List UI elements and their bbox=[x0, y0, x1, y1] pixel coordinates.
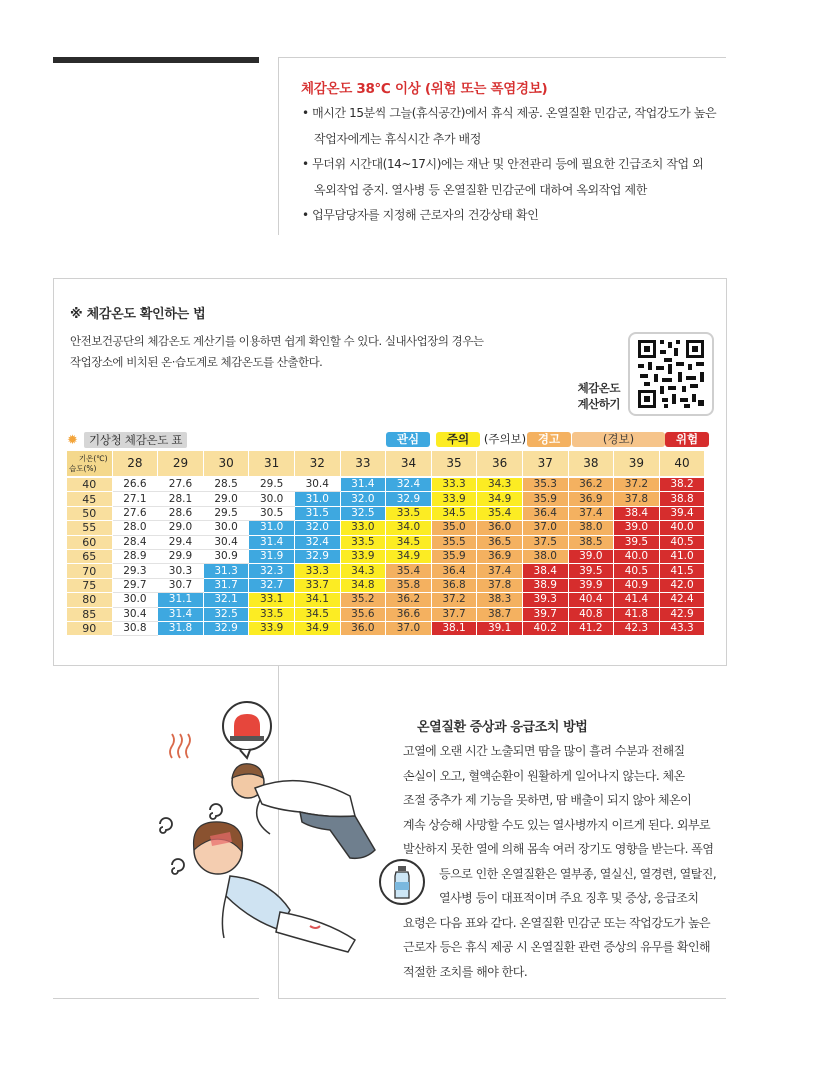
bullet-line: 작업자에게는 휴식시간 추가 배정 bbox=[314, 131, 481, 146]
heat-index-cell: 33.9 bbox=[249, 621, 295, 635]
heat-index-cell: 32.4 bbox=[386, 477, 432, 492]
humidity-row-header: 55 bbox=[67, 521, 112, 535]
heat-index-cell: 30.4 bbox=[294, 477, 340, 492]
heat-index-cell: 35.2 bbox=[340, 593, 386, 607]
humidity-row-header: 60 bbox=[67, 535, 112, 549]
section-line: 계속 상승해 사망할 수도 있는 열사병까지 이르게 된다. 외부로 bbox=[403, 817, 711, 832]
table-row bbox=[67, 506, 705, 520]
heat-index-cell: 38.2 bbox=[659, 477, 705, 492]
heat-index-cell: 31.3 bbox=[203, 564, 249, 578]
heat-index-cell: 39.5 bbox=[614, 535, 660, 549]
heat-index-cell: 33.9 bbox=[340, 549, 386, 563]
heat-index-cell: 30.9 bbox=[203, 549, 249, 563]
section-line: 고열에 오랜 시간 노출되면 땀을 많이 흘려 수분과 전해질 bbox=[403, 744, 685, 758]
level-interest: 관심 bbox=[386, 432, 430, 447]
section-line: 적절한 조치를 해야 한다. bbox=[403, 964, 528, 979]
qr-label-line: 계산하기 bbox=[577, 397, 620, 411]
heat-index-cell: 36.2 bbox=[568, 477, 614, 492]
bullet-line: • 업무담당자를 지정해 근로자의 건강상태 확인 bbox=[302, 208, 539, 222]
heat-index-cell: 43.3 bbox=[659, 621, 705, 635]
heat-index-cell: 33.5 bbox=[386, 506, 432, 520]
level-warning-advisory: (경보) bbox=[572, 432, 665, 447]
heat-index-cell: 32.0 bbox=[294, 521, 340, 535]
heat-index-cell: 35.6 bbox=[340, 607, 386, 621]
heat-index-cell: 26.6 bbox=[112, 477, 158, 492]
heat-index-cell: 38.1 bbox=[431, 621, 477, 635]
heat-index-cell: 38.4 bbox=[522, 564, 568, 578]
level-caution-advisory: (주의보) bbox=[483, 432, 527, 446]
heat-index-cell: 37.2 bbox=[614, 477, 660, 492]
heat-index-cell: 34.5 bbox=[386, 535, 432, 549]
heat-index-cell: 28.6 bbox=[158, 506, 204, 520]
humidity-row-header: 90 bbox=[67, 621, 112, 635]
heat-index-cell: 31.5 bbox=[294, 506, 340, 520]
heat-index-cell: 33.7 bbox=[294, 578, 340, 592]
helper-person bbox=[232, 764, 375, 859]
heat-index-cell: 30.5 bbox=[249, 506, 295, 520]
heat-index-cell: 34.0 bbox=[386, 521, 432, 535]
heat-index-cell: 31.8 bbox=[158, 621, 204, 635]
bullet-item bbox=[300, 101, 730, 152]
heat-waves-icon bbox=[170, 734, 190, 758]
heat-index-cell: 42.9 bbox=[659, 607, 705, 621]
heat-index-cell: 36.2 bbox=[386, 593, 432, 607]
heat-index-cell: 37.5 bbox=[522, 535, 568, 549]
heat-index-cell: 36.8 bbox=[431, 578, 477, 592]
heat-index-cell: 39.9 bbox=[568, 578, 614, 592]
top-accent-bar bbox=[53, 57, 259, 63]
heat-index-cell: 34.5 bbox=[294, 607, 340, 621]
humidity-row-header: 70 bbox=[67, 564, 112, 578]
heat-index-cell: 37.2 bbox=[431, 593, 477, 607]
humidity-row-header: 50 bbox=[67, 506, 112, 520]
heat-index-cell: 39.0 bbox=[568, 549, 614, 563]
heat-index-cell: 37.0 bbox=[522, 521, 568, 535]
heat-index-cell: 39.7 bbox=[522, 607, 568, 621]
temperature-header-cell: 39 bbox=[614, 451, 660, 477]
heat-index-cell: 34.9 bbox=[477, 492, 523, 506]
table-row bbox=[67, 607, 705, 621]
heat-index-cell: 34.5 bbox=[431, 506, 477, 520]
heat-index-cell: 36.5 bbox=[477, 535, 523, 549]
table-row bbox=[67, 621, 705, 635]
heat-index-cell: 31.4 bbox=[249, 535, 295, 549]
temperature-header-cell: 36 bbox=[477, 451, 523, 477]
section-line: 발산하지 못한 열에 의해 몸속 여러 장기도 영향을 받는다. 폭염 bbox=[403, 842, 714, 856]
heat-index-cell: 40.2 bbox=[522, 621, 568, 635]
section-line: 등으로 인한 온열질환은 열부종, 열실신, 열경련, 열탈진, bbox=[439, 866, 717, 881]
temperature-header-cell: 31 bbox=[249, 451, 295, 477]
heat-index-cell: 40.4 bbox=[568, 593, 614, 607]
temperature-header-cell: 30 bbox=[203, 451, 249, 477]
heat-index-cell: 33.9 bbox=[431, 492, 477, 506]
temperature-header-cell: 28 bbox=[112, 451, 158, 477]
table-row bbox=[67, 578, 705, 592]
heat-index-cell: 30.0 bbox=[112, 593, 158, 607]
table-label bbox=[84, 432, 187, 448]
heat-index-cell: 29.3 bbox=[112, 564, 158, 578]
heat-index-cell: 34.9 bbox=[386, 549, 432, 563]
heat-index-cell: 29.0 bbox=[158, 521, 204, 535]
bullet-line: 옥외작업 중지. 열사병 등 온열질환 민감군에 대하여 옥외작업 제한 bbox=[314, 182, 647, 197]
heat-index-cell: 34.3 bbox=[340, 564, 386, 578]
heat-index-cell: 35.8 bbox=[386, 578, 432, 592]
heat-index-cell: 31.0 bbox=[249, 521, 295, 535]
heat-index-cell: 36.0 bbox=[477, 521, 523, 535]
heat-index-cell: 31.7 bbox=[203, 578, 249, 592]
heat-index-cell: 32.5 bbox=[340, 506, 386, 520]
heat-index-cell: 38.0 bbox=[522, 549, 568, 563]
table-row bbox=[67, 593, 705, 607]
heat-index-cell: 37.8 bbox=[614, 492, 660, 506]
humidity-row-header: 85 bbox=[67, 607, 112, 621]
heat-index-cell: 30.4 bbox=[112, 607, 158, 621]
heat-index-cell: 37.8 bbox=[477, 578, 523, 592]
top-vertical-rule bbox=[278, 57, 279, 235]
heat-index-cell: 39.3 bbox=[522, 593, 568, 607]
heat-index-cell: 40.9 bbox=[614, 578, 660, 592]
heat-index-cell: 42.0 bbox=[659, 578, 705, 592]
desc-line: 안전보건공단의 체감온도 계산기를 이용하면 쉽게 확인할 수 있다. 실내사업장의 경우는 bbox=[70, 334, 484, 348]
heat-index-cell: 34.8 bbox=[340, 578, 386, 592]
sun-icon: ✹ bbox=[67, 433, 78, 448]
heat-index-cell: 40.8 bbox=[568, 607, 614, 621]
heat-index-cell: 31.4 bbox=[158, 607, 204, 621]
heat-index-cell: 38.9 bbox=[522, 578, 568, 592]
heat-index-cell: 35.5 bbox=[431, 535, 477, 549]
heat-index-cell: 33.3 bbox=[431, 477, 477, 492]
heat-index-cell: 39.1 bbox=[477, 621, 523, 635]
first-aid-illustration bbox=[150, 700, 400, 960]
heat-index-cell: 36.4 bbox=[522, 506, 568, 520]
temperature-header-cell: 32 bbox=[294, 451, 340, 477]
bottom-right-rule bbox=[278, 998, 726, 999]
heat-index-cell: 29.9 bbox=[158, 549, 204, 563]
qr-label-line: 체감온도 bbox=[577, 381, 620, 395]
heat-index-cell: 28.1 bbox=[158, 492, 204, 506]
heat-index-cell: 41.8 bbox=[614, 607, 660, 621]
bullet-item bbox=[300, 152, 730, 203]
heat-index-cell: 40.0 bbox=[614, 549, 660, 563]
heat-index-cell: 38.3 bbox=[477, 593, 523, 607]
humidity-row-header: 80 bbox=[67, 593, 112, 607]
bullet-line: • 매시간 15분씩 그늘(휴식공간)에서 휴식 제공. 온열질환 민감군, 작업강도가 높은 bbox=[302, 106, 717, 120]
humidity-row-header: 75 bbox=[67, 578, 112, 592]
heat-index-cell: 37.7 bbox=[431, 607, 477, 621]
heat-index-cell: 33.1 bbox=[249, 593, 295, 607]
temperature-header-cell: 33 bbox=[340, 451, 386, 477]
qr-code-graphic bbox=[630, 334, 712, 414]
temperature-header-cell: 34 bbox=[386, 451, 432, 477]
table-label-tag: 기상청 체감온도 표 bbox=[84, 432, 187, 448]
heat-index-cell: 32.4 bbox=[294, 535, 340, 549]
heat-index-cell: 39.4 bbox=[659, 506, 705, 520]
heat-index-cell: 31.0 bbox=[294, 492, 340, 506]
heat-index-cell: 28.0 bbox=[112, 521, 158, 535]
heat-index-cell: 31.9 bbox=[249, 549, 295, 563]
heat-index-cell: 35.4 bbox=[386, 564, 432, 578]
qr-label bbox=[560, 380, 620, 412]
heat-index-cell: 34.9 bbox=[294, 621, 340, 635]
heat-index-cell: 36.0 bbox=[340, 621, 386, 635]
heat-index-cell: 30.7 bbox=[158, 578, 204, 592]
heat-index-cell: 41.2 bbox=[568, 621, 614, 635]
heat-index-cell: 29.5 bbox=[249, 477, 295, 492]
humidity-row-header: 40 bbox=[67, 477, 112, 492]
humidity-row-header: 65 bbox=[67, 549, 112, 563]
table-header-row bbox=[67, 451, 705, 477]
heat-index-cell: 38.7 bbox=[477, 607, 523, 621]
heat-index-cell: 28.4 bbox=[112, 535, 158, 549]
panel-title: ※ 체감온도 확인하는 법 bbox=[70, 307, 206, 322]
heat-index-cell: 30.0 bbox=[249, 492, 295, 506]
corner-temp-label: 기온(℃) bbox=[78, 454, 108, 463]
heat-index-cell: 42.4 bbox=[659, 593, 705, 607]
heat-index-cell: 30.3 bbox=[158, 564, 204, 578]
temperature-header-cell: 38 bbox=[568, 451, 614, 477]
level-caution: 주의 bbox=[436, 432, 480, 447]
heat-index-cell: 32.3 bbox=[249, 564, 295, 578]
heat-index-cell: 41.0 bbox=[659, 549, 705, 563]
heat-index-cell: 40.5 bbox=[614, 564, 660, 578]
heat-index-cell: 33.0 bbox=[340, 521, 386, 535]
heat-index-cell: 29.0 bbox=[203, 492, 249, 506]
heat-index-cell: 30.4 bbox=[203, 535, 249, 549]
heat-index-cell: 35.9 bbox=[522, 492, 568, 506]
heat-index-cell: 35.9 bbox=[431, 549, 477, 563]
section-line: 근로자 등은 휴식 제공 시 온열질환 관련 증상의 유무를 확인해 bbox=[403, 940, 711, 954]
heat-index-cell: 38.0 bbox=[568, 521, 614, 535]
table-row bbox=[67, 477, 705, 492]
table-row bbox=[67, 535, 705, 549]
heat-index-cell: 34.1 bbox=[294, 593, 340, 607]
humidity-row-header: 45 bbox=[67, 492, 112, 506]
section-line: 열사병 등이 대표적이며 주요 징후 및 증상, 응급조치 bbox=[439, 891, 699, 905]
heat-index-cell: 31.4 bbox=[340, 477, 386, 492]
bottom-left-rule bbox=[53, 998, 259, 999]
heat-index-cell: 35.3 bbox=[522, 477, 568, 492]
section-line: 요령은 다음 표와 같다. 온열질환 민감군 또는 작업강도가 높은 bbox=[403, 915, 711, 930]
qr-code[interactable] bbox=[628, 332, 714, 416]
heat-index-cell: 32.9 bbox=[203, 621, 249, 635]
heat-index-cell: 31.1 bbox=[158, 593, 204, 607]
heat-index-cell: 42.3 bbox=[614, 621, 660, 635]
heat-index-cell: 39.5 bbox=[568, 564, 614, 578]
temperature-header-cell: 40 bbox=[659, 451, 705, 477]
top-rule bbox=[278, 57, 726, 58]
heat-index-cell: 32.9 bbox=[386, 492, 432, 506]
warning-title: 체감온도 38℃ 이상 (위험 또는 폭염경보) bbox=[301, 81, 548, 97]
table-row bbox=[67, 521, 705, 535]
alarm-bubble-icon bbox=[223, 702, 271, 758]
heat-index-cell: 27.1 bbox=[112, 492, 158, 506]
heat-index-cell: 28.5 bbox=[203, 477, 249, 492]
heat-index-cell: 36.4 bbox=[431, 564, 477, 578]
heat-index-cell: 32.9 bbox=[294, 549, 340, 563]
section-line: 조절 중추가 제 기능을 못하면, 땀 배출이 되지 않아 체온이 bbox=[403, 793, 692, 807]
heat-index-cell: 36.6 bbox=[386, 607, 432, 621]
heat-index-cell: 29.7 bbox=[112, 578, 158, 592]
heat-index-cell: 38.8 bbox=[659, 492, 705, 506]
heat-index-cell: 29.4 bbox=[158, 535, 204, 549]
heat-index-table bbox=[67, 451, 705, 636]
section-body bbox=[403, 739, 733, 984]
bullet-item bbox=[300, 203, 730, 229]
warning-bullets bbox=[300, 101, 730, 229]
table-row bbox=[67, 492, 705, 506]
heat-index-cell: 36.9 bbox=[477, 549, 523, 563]
heat-index-cell: 32.0 bbox=[340, 492, 386, 506]
heat-index-cell: 35.0 bbox=[431, 521, 477, 535]
heat-index-cell: 35.4 bbox=[477, 506, 523, 520]
heat-index-cell: 41.4 bbox=[614, 593, 660, 607]
fainted-person bbox=[194, 822, 355, 952]
corner-humidity-label: 습도(%) bbox=[69, 464, 97, 473]
heat-index-cell: 40.0 bbox=[659, 521, 705, 535]
heat-index-cell: 34.3 bbox=[477, 477, 523, 492]
heat-index-cell: 32.1 bbox=[203, 593, 249, 607]
heat-index-cell: 37.0 bbox=[386, 621, 432, 635]
heat-index-cell: 38.4 bbox=[614, 506, 660, 520]
desc-line: 작업장소에 비치된 온·습도계로 체감온도를 산출한다. bbox=[70, 355, 323, 369]
temperature-header-cell: 35 bbox=[431, 451, 477, 477]
temperature-header-cell: 37 bbox=[522, 451, 568, 477]
level-warning: 경고 bbox=[527, 432, 571, 447]
heat-index-cell: 30.0 bbox=[203, 521, 249, 535]
bullet-line: • 무더위 시간대(14~17시)에는 재난 및 안전관리 등에 필요한 긴급조치 작업 외 bbox=[302, 157, 704, 171]
heat-index-cell: 28.9 bbox=[112, 549, 158, 563]
heat-index-cell: 37.4 bbox=[568, 506, 614, 520]
table-row bbox=[67, 564, 705, 578]
level-danger: 위험 bbox=[665, 432, 709, 447]
table-row bbox=[67, 549, 705, 563]
heat-index-cell: 33.5 bbox=[340, 535, 386, 549]
heat-index-cell: 37.4 bbox=[477, 564, 523, 578]
heat-index-cell: 29.5 bbox=[203, 506, 249, 520]
panel-description bbox=[70, 331, 490, 373]
heat-index-cell: 32.5 bbox=[203, 607, 249, 621]
section-line: 손실이 오고, 혈액순환이 원활하게 일어나지 않는다. 체온 bbox=[403, 768, 685, 783]
heat-index-cell: 36.9 bbox=[568, 492, 614, 506]
section-title: 온열질환 증상과 응급조치 방법 bbox=[417, 720, 588, 735]
heat-index-cell: 33.3 bbox=[294, 564, 340, 578]
heat-index-cell: 30.8 bbox=[112, 621, 158, 635]
heat-index-cell: 33.5 bbox=[249, 607, 295, 621]
table-corner-cell bbox=[67, 451, 112, 477]
temperature-header-cell: 29 bbox=[158, 451, 204, 477]
heat-index-cell: 27.6 bbox=[112, 506, 158, 520]
heat-index-cell: 27.6 bbox=[158, 477, 204, 492]
heat-index-cell: 41.5 bbox=[659, 564, 705, 578]
heat-index-cell: 39.0 bbox=[614, 521, 660, 535]
heat-index-cell: 38.5 bbox=[568, 535, 614, 549]
heat-index-cell: 32.7 bbox=[249, 578, 295, 592]
heat-index-cell: 40.5 bbox=[659, 535, 705, 549]
